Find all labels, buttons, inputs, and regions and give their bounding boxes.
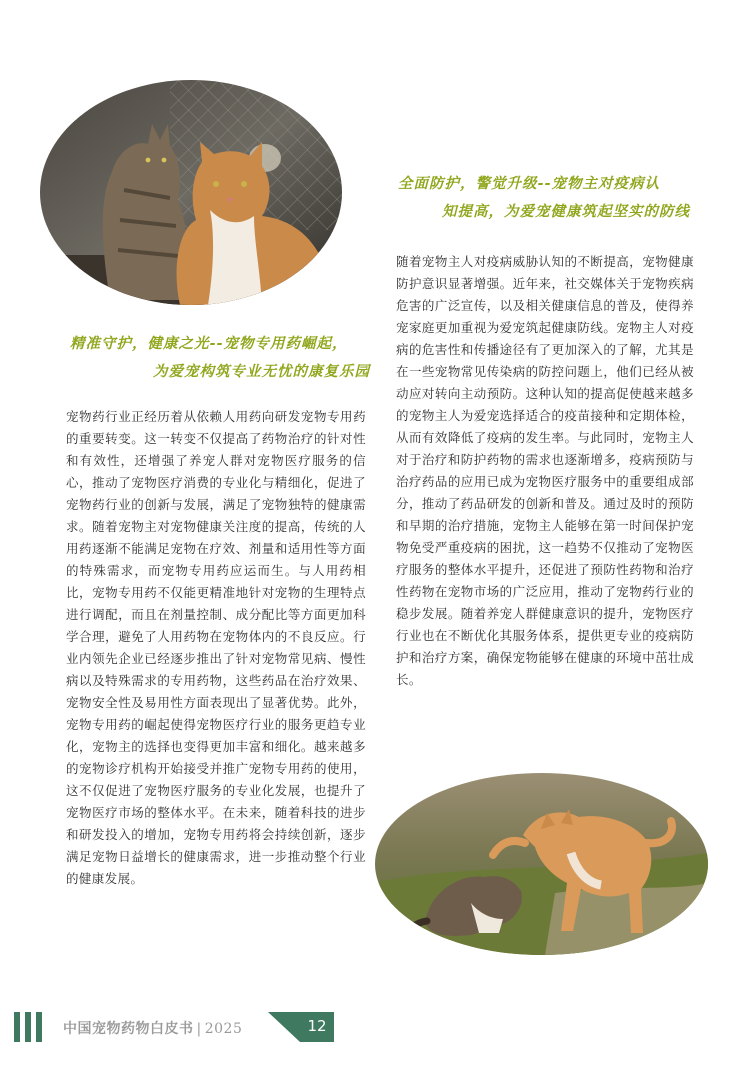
section-right-heading-line2: 知提高，为爱宠健康筑起坚实的防线 bbox=[442, 203, 690, 220]
section-right-body: 随着宠物主人对疫病威胁认知的不断提高，宠物健康防护意识显著增强。近年来，社交媒体关于宠物疾病危害的广泛宣传，以及相关健康信息的普及，使得养宠家庭更加重视为爱宠筑起健康防线。宠物主人对疫病的危害性和传播途径有了更加深入的了解，尤其是在一些宠物常见传染病的防控问题上，他们已经从被动应对转向主动预防。这种认知的提高促使越来越多的宠物主人为爱宠选择适合的疫苗接种和定期体检，从而有效降低了疫病的发生率。与此同时，宠物主人对于治疗和防护药物的需求也逐渐增多，疫病预防与治疗药品的应用已成为宠物医疗服务中的重要组成部分，推动了药品研发的创新和普及。通过及时的预防和早期的治疗措施，宠物主人能够在第一时间保护宠物免受严重疫病的困扰，这一趋势不仅推动了宠物医疗服务的整体水平提升，还促进了预防性药物和治疗性药物在宠物市场的广泛应用，推动了宠物药行业的稳步发展。随着养宠人群健康意识的提升，宠物医疗行业也在不断优化其服务体系，提供更专业的疫病防护和治疗方案，确保宠物能够在健康的环境中茁壮成长。 bbox=[396, 254, 694, 687]
footer-publication-title: 中国宠物药物白皮书 bbox=[63, 1021, 194, 1037]
two-cats-photo bbox=[40, 80, 342, 305]
footer-bars-icon bbox=[14, 1012, 44, 1042]
section-left-body: 宠物药行业正经历着从依赖人用药向研发宠物专用药的重要转变。这一转变不仅提高了药物治疗的针对性和有效性，还增强了养宠人群对宠物医疗服务的信心，推动了宠物医疗消费的专业化与精细化，促进了宠物药行业的创新与发展，满足了宠物独特的健康需求。随着宠物主对宠物健康关注度的提高，传统的人用药逐渐不能满足宠物在疗效、剂量和适用性等方面的特殊需求，而宠物专用药应运而生。与人用药相比，宠物专用药不仅能更精准地针对宠物的生理特点进行调配，而且在剂量控制、成分配比等方面更加科学合理，避免了人用药物在宠物体内的不良反应。行业内领先企业已经逐步推出了针对宠物常见病、慢性病以及特殊需求的专用药物，这些药品在治疗效果、宠物安全性及易用性方面表现出了显著优势。此外，宠物专用药的崛起使得宠物医疗行业的服务更趋专业化，宠物主的选择也变得更加丰富和细化。越来越多的宠物诊疗机构开始接受并推广宠物专用药的使用，这不仅促进了宠物医疗服务的专业化发展，也提升了宠物医疗市场的整体水平。在未来，随着科技的进步和研发投入的增加，宠物专用药将会持续创新，逐步满足宠物日益增长的健康需求，进一步推动整个行业的健康发展。 bbox=[66, 409, 366, 886]
page-number: 12 bbox=[307, 1017, 327, 1035]
footer-separator: | bbox=[196, 1021, 202, 1037]
cats-playing-photo bbox=[375, 773, 708, 955]
section-left-heading-line2: 为爱宠构筑专业无忧的康复乐园 bbox=[153, 363, 370, 380]
section-right-heading bbox=[398, 170, 690, 226]
section-left-heading-line1: 精准守护，健康之光--宠物专用药崛起， bbox=[70, 335, 348, 352]
section-right-heading-line1: 全面防护，警觉升级--宠物主对疫病认 bbox=[398, 175, 661, 192]
footer-title bbox=[63, 1018, 242, 1038]
footer-year: 2025 bbox=[204, 1021, 243, 1037]
section-left-heading bbox=[70, 330, 370, 386]
